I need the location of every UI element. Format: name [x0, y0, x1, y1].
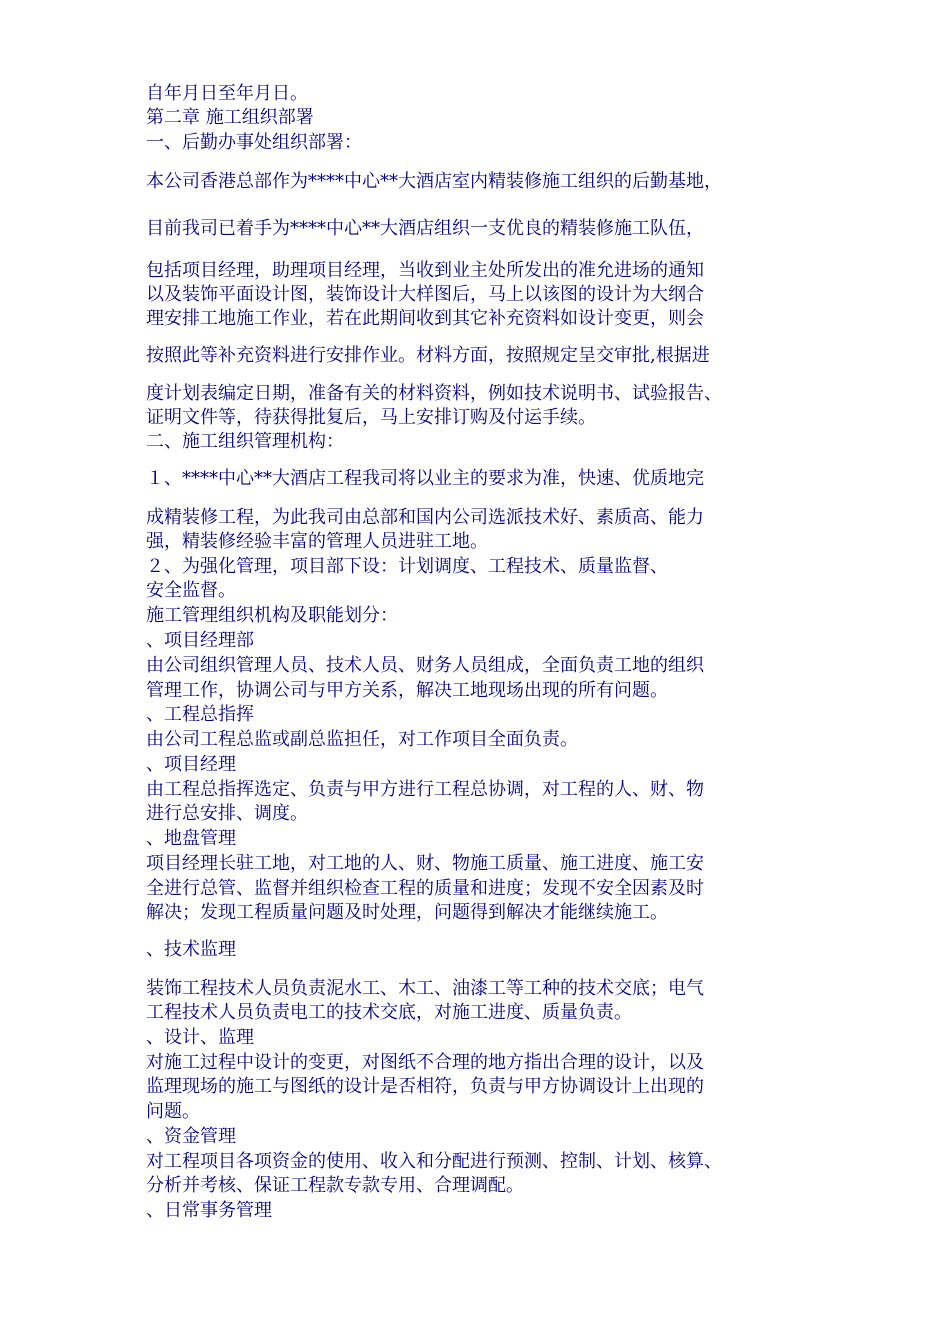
item-heading: 、工程总指挥 — [146, 704, 254, 725]
text-line: 证明文件等，待获得批复后，马上安排订购及付运手续。 — [146, 407, 596, 428]
text-line: 管理工作，协调公司与甲方关系，解决工地现场出现的所有问题。 — [146, 680, 668, 701]
item-heading: 、资金管理 — [146, 1126, 236, 1147]
text-line: 对工程项目各项资金的使用、收入和分配进行预测、控制、计划、核算、 — [146, 1151, 722, 1172]
text-line: 包括项目经理，助理项目经理，当收到业主处所发出的准允进场的通知 — [146, 260, 704, 281]
item-heading: 、设计、监理 — [146, 1027, 254, 1048]
text-line: 装饰工程技术人员负责泥水工、木工、油漆工等工种的技术交底；电气 — [146, 978, 704, 999]
text-line: 进行总安排、调度。 — [146, 803, 308, 824]
text-line: 度计划表编定日期，准备有关的材料资料，例如技术说明书、试验报告、 — [146, 383, 722, 404]
text-line: 强，精装修经验丰富的管理人员进驻工地。 — [146, 531, 488, 552]
text-line: 目前我司已着手为****中心**大酒店组织一支优良的精装修施工队伍， — [146, 218, 704, 239]
text-line: 项目经理长驻工地，对工地的人、财、物施工质量、施工进度、施工安 — [146, 853, 704, 874]
text-line: 问题。 — [146, 1101, 200, 1122]
text-line: ２、为强化管理，项目部下设：计划调度、工程技术、质量监督、 — [146, 556, 668, 577]
section-heading: 二、施工组织管理机构： — [146, 431, 344, 452]
text-line: 由工程总指挥选定、负责与甲方进行工程总协调，对工程的人、财、物 — [146, 779, 704, 800]
text-line: 自年月日至年月日。 — [146, 83, 308, 104]
item-heading: 、项目经理 — [146, 754, 236, 775]
subsection-heading: 施工管理组织机构及职能划分： — [146, 605, 398, 626]
text-line: 以及装饰平面设计图，装饰设计大样图后，马上以该图的设计为大纲合 — [146, 284, 704, 305]
text-line: 解决；发现工程质量问题及时处理，问题得到解决才能继续施工。 — [146, 902, 668, 923]
text-line: 成精装修工程，为此我司由总部和国内公司选派技术好、素质高、能力 — [146, 507, 704, 528]
text-line: 按照此等补充资料进行安排作业。材料方面，按照规定呈交审批,根据进 — [146, 345, 710, 366]
item-heading: 、日常事务管理 — [146, 1200, 272, 1221]
text-line: 由公司组织管理人员、技术人员、财务人员组成，全面负责工地的组织 — [146, 655, 704, 676]
text-line: 本公司香港总部作为****中心**大酒店室内精装修施工组织的后勤基地， — [146, 171, 722, 192]
item-heading: 、地盘管理 — [146, 828, 236, 849]
item-heading: 、项目经理部 — [146, 630, 254, 651]
text-line: 理安排工地施工作业，若在此期间收到其它补充资料如设计变更，则会 — [146, 308, 704, 329]
text-line: 全进行总管、监督并组织检查工程的质量和进度；发现不安全因素及时 — [146, 878, 704, 899]
text-line: 分析并考核、保证工程款专款专用、合理调配。 — [146, 1175, 524, 1196]
section-heading: 一、后勤办事处组织部署： — [146, 132, 362, 153]
text-line: 由公司工程总监或副总监担任，对工作项目全面负责。 — [146, 729, 578, 750]
text-line: １、****中心**大酒店工程我司将以业主的要求为准，快速、优质地完 — [146, 468, 704, 489]
chapter-heading: 第二章 施工组织部署 — [146, 107, 314, 128]
text-line: 安全监督。 — [146, 580, 236, 601]
text-line: 监理现场的施工与图纸的设计是否相符，负责与甲方协调设计上出现的 — [146, 1076, 704, 1097]
item-heading: 、技术监理 — [146, 939, 236, 960]
text-line: 工程技术人员负责电工的技术交底，对施工进度、质量负责。 — [146, 1002, 632, 1023]
text-line: 对施工过程中设计的变更，对图纸不合理的地方指出合理的设计，以及 — [146, 1052, 704, 1073]
